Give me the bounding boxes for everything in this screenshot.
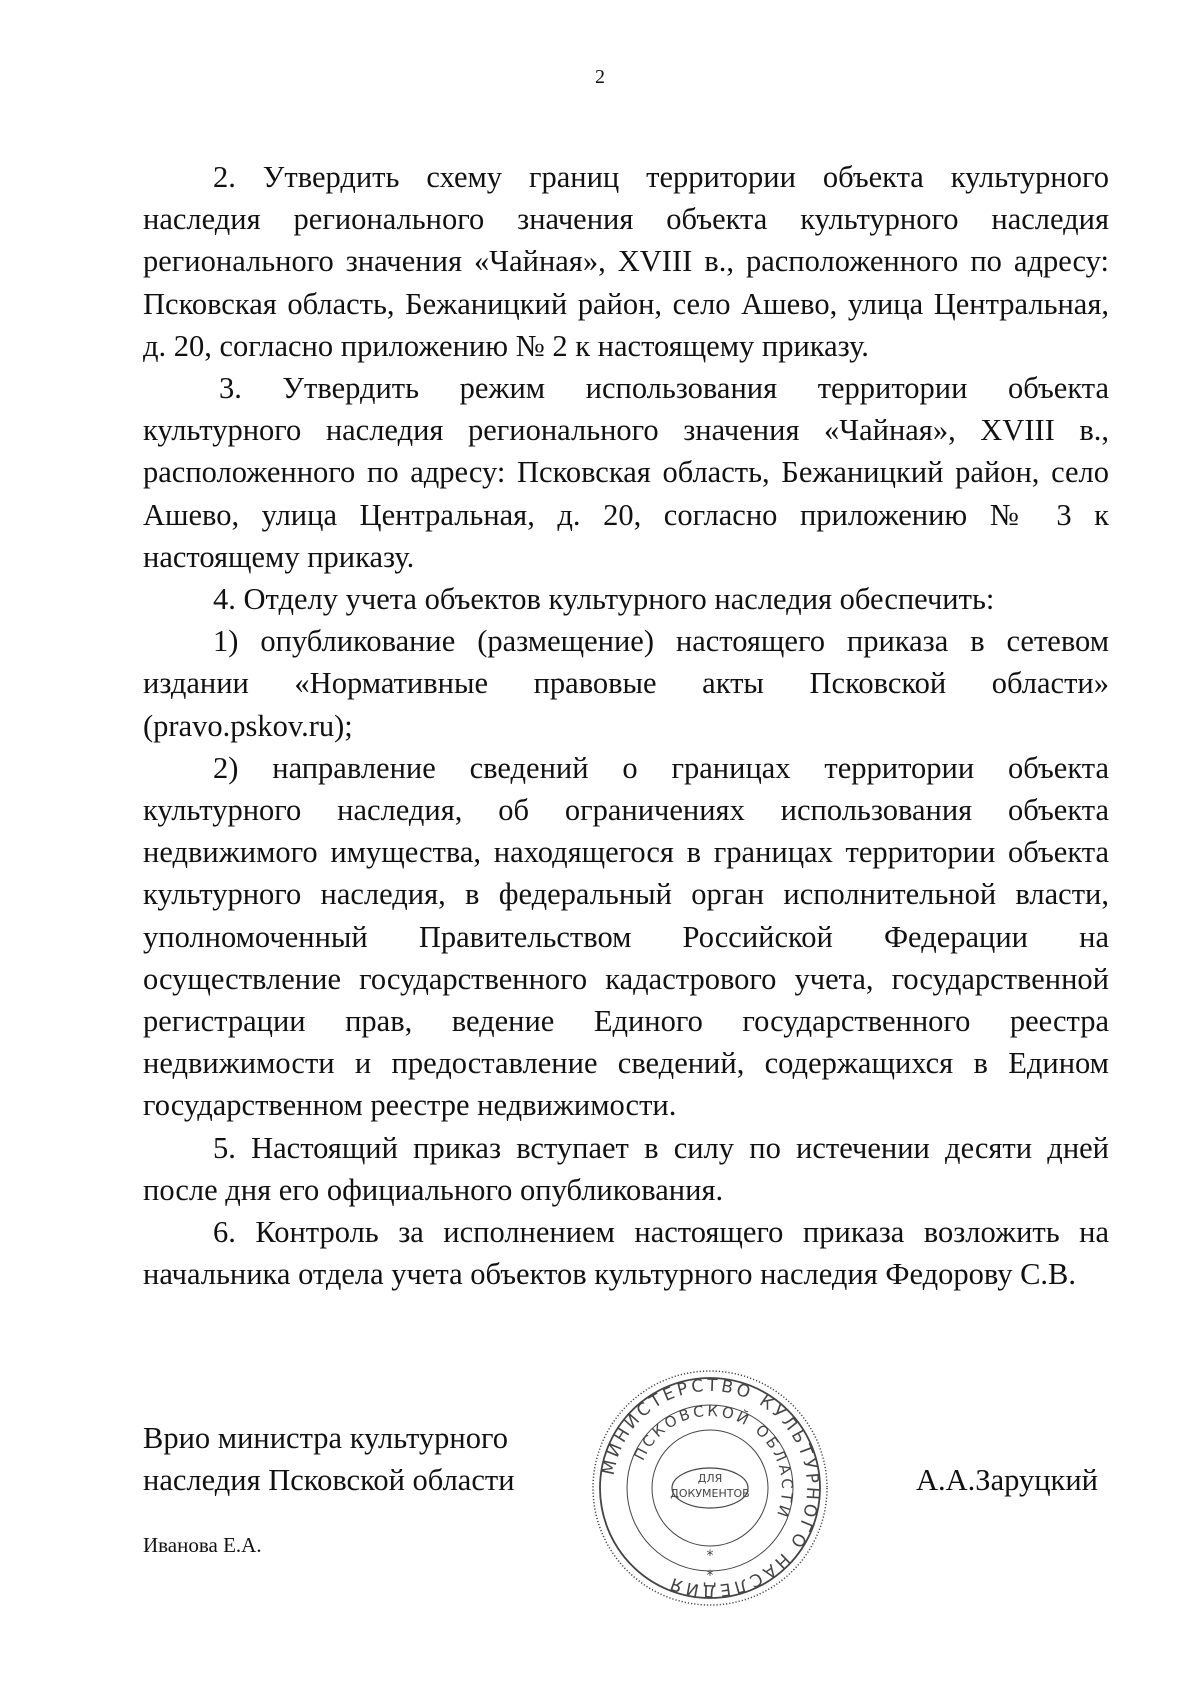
signatory-title-line-1: Врио министра культурного (143, 1421, 508, 1455)
seal-outer-text: МИНИСТЕРСТВО КУЛЬТУРНОГО НАСЛЕДИЯ (598, 1375, 823, 1601)
seal-inner-text: ПСКОВСКОЙ ОБЛАСТИ (630, 1401, 797, 1522)
paragraph-6: 6. Контроль за исполнением настоящего приказа возложить на начальника отдела учета объектов культурного наследия Федорову С.В. (143, 1215, 1109, 1292)
seal-star-icon: * (706, 1548, 714, 1564)
seal-center-line-1: ДЛЯ (697, 1472, 723, 1485)
executor-name: Иванова Е.А. (143, 1533, 262, 1557)
paragraph-2: 2. Утвердить схему границ территории объекта культурного наследия регионального значения объекта культурного наследия регионального значения «Чайная», XVIII в., расположенного по адресу: Псковская область, Бежаницкий район, село Ашево, улица Центральная, д. 20, согласно приложению № 2 к настоящему приказу. (143, 160, 1109, 363)
signatory-title (143, 1417, 515, 1501)
paragraph-3: 3. Утвердить режим использования территории объекта культурного наследия регионального значения «Чайная», XVIII в., расположенного по адресу: Псковская область, Бежаницкий район, село Ашево, улица Центральная, д. 20, согласно приложению № 3 к настоящему приказу. (143, 371, 1109, 574)
paragraph-5: 5. Настоящий приказ вступает в силу по истечении десяти дней после дня его официального опубликования. (143, 1130, 1109, 1207)
seal-center-line-2: ДОКУМЕНТОВ (670, 1487, 750, 1500)
svg-text:ПСКОВСКОЙ ОБЛАСТИ (630, 1402, 796, 1522)
signatory-name: А.А.Заруцкий (916, 1463, 1099, 1497)
paragraph-4-item-1: 1) опубликование (размещение) настоящего приказа в сетевом издании «Нормативные правовые акты Псковской области» (pravo.pskov.ru); (143, 624, 1109, 743)
paragraph-4-item-2: 2) направление сведений о границах территории объекта культурного наследия, об ограничениях использования объекта недвижимого имущества, находящегося в границах территории объекта культурного наследия, в федеральный орган исполнительной власти, уполномоченный Правительством Российской Федерации на осуществление государственного кадастрового учета, государственной регистрации прав, ведение Единого государственного реестра недвижимости и предоставление сведений, содержащихся в Едином государственном реестре недвижимости. (143, 750, 1109, 1123)
document-body (143, 156, 1109, 1295)
page-number: 2 (595, 66, 605, 88)
seal-star-icon: * (706, 1568, 714, 1584)
signatory-title-line-2: наследия Псковской области (143, 1463, 515, 1497)
official-seal-stamp (590, 1368, 830, 1608)
paragraph-4: 4. Отделу учета объектов культурного наследия обеспечить: (213, 582, 995, 617)
